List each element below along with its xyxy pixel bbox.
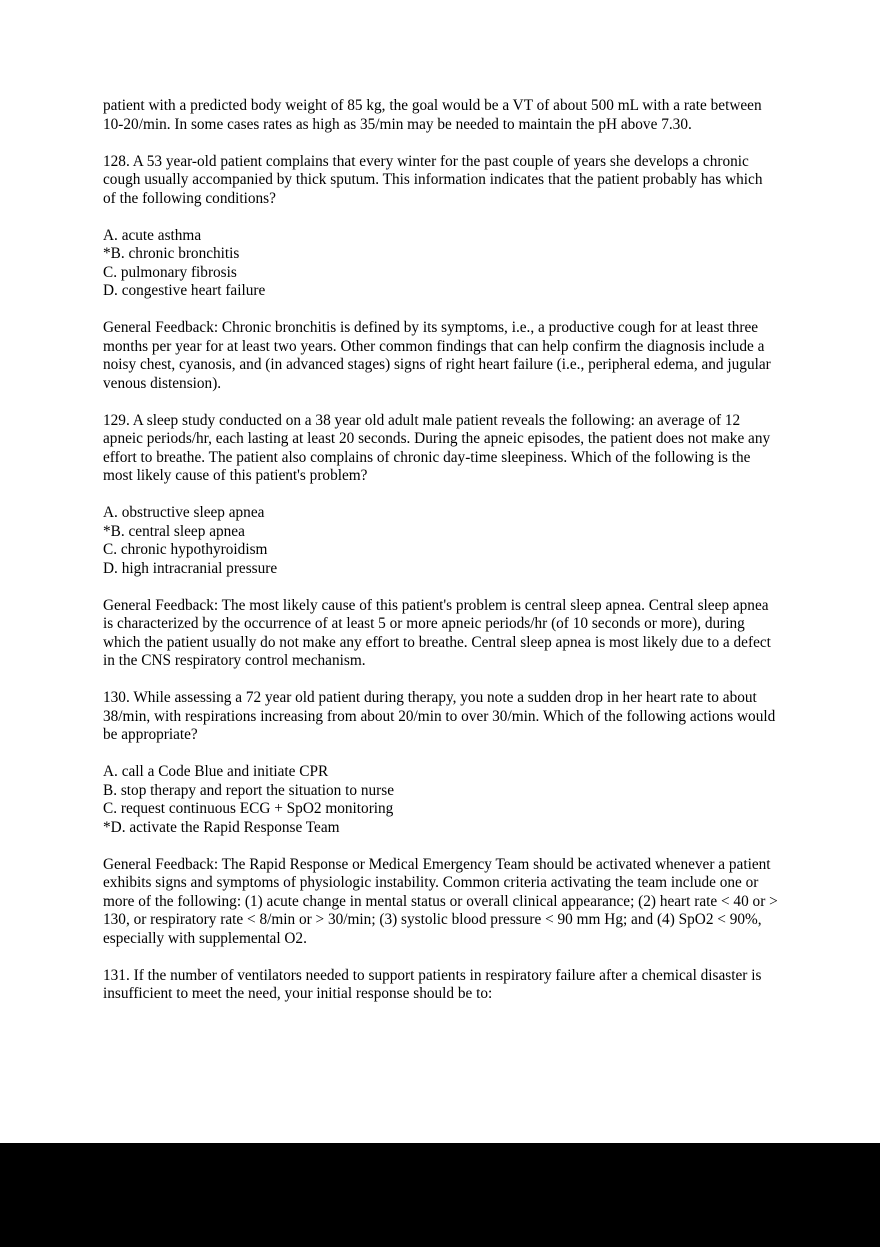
question-128-feedback: General Feedback: Chronic bronchitis is defined by its symptoms, i.e., a productive cough for at least three months per year for at least two years. Other common findings that can help confirm the diagnosis include a noisy chest, cyanosis, and (in advanced stages) signs of right heart failure (i.e., peripheral edema, and jugular venous distension). — [103, 319, 771, 392]
answer-option: C. request continuous ECG + SpO2 monitoring — [103, 800, 394, 817]
question-129-stem: 129. A sleep study conducted on a 38 year old adult male patient reveals the following: an average of 12 apneic periods/hr, each lasting at least 20 seconds. During the apneic episodes, the patient does not make any effort to breathe. The patient also complains of chronic day-time sleepiness. Which of the following is the most likely cause of this patient's problem? — [103, 411, 771, 484]
answer-option: *D. activate the Rapid Response Team — [103, 818, 340, 836]
answer-option: D. high intracranial pressure — [103, 559, 278, 577]
question-128-options — [103, 227, 778, 301]
answer-option: A. acute asthma — [103, 226, 202, 244]
answer-option: B. stop therapy and report the situation to nurse — [103, 781, 395, 799]
footer-black-bar — [0, 1143, 880, 1247]
intro-continuation-paragraph: patient with a predicted body weight of 85 kg, the goal would be a VT of about 500 mL with a rate between 10-20/min. In some cases rates as high as 35/min may be needed to maintain the pH above 7.30. — [103, 97, 762, 133]
answer-option: C. chronic hypothyroidism — [103, 541, 268, 558]
question-130-stem: 130. While assessing a 72 year old patient during therapy, you note a sudden drop in her heart rate to about 38/min, with respirations increasing from about 20/min to over 30/min. Which of the following actions would be appropriate? — [103, 689, 776, 743]
answer-option: *B. chronic bronchitis — [103, 245, 240, 262]
question-131-stem: 131. If the number of ventilators needed to support patients in respiratory failure after a chemical disaster is insufficient to meet the need, your initial response should be to: — [103, 966, 762, 1002]
question-130-options — [103, 763, 778, 837]
question-130-feedback: General Feedback: The Rapid Response or Medical Emergency Team should be activated whenever a patient exhibits signs and symptoms of physiologic instability. Common criteria activating the team include one or more of the following: (1) acute change in mental status or overall clinical appearance; (2) heart rate < 40 or > 130, or respiratory rate < 8/min or > 30/min; (3) systolic blood pressure < 90 mm Hg; and (4) SpO2 < 90%, especially with supplemental O2. — [103, 855, 778, 947]
answer-option: D. congestive heart failure — [103, 282, 266, 299]
answer-option: A. obstructive sleep apnea — [103, 504, 265, 521]
question-128-stem: 128. A 53 year-old patient complains that every winter for the past couple of years she develops a chronic cough usually accompanied by thick sputum. This information indicates that the patient probably has which of the following conditions? — [103, 152, 763, 207]
question-129-options — [103, 504, 778, 578]
answer-option: C. pulmonary fibrosis — [103, 263, 237, 281]
question-129-feedback: General Feedback: The most likely cause of this patient's problem is central sleep apnea. Central sleep apnea is characterized by the occurrence of at least 5 or more apneic periods/hr (of 10 seconds or more), during which the patient usually do not make any effort to breathe. Central sleep apnea is most likely due to a defect in the CNS respiratory control mechanism. — [103, 596, 771, 669]
answer-option: *B. central sleep apnea — [103, 522, 245, 540]
answer-option: A. call a Code Blue and initiate CPR — [103, 763, 329, 780]
